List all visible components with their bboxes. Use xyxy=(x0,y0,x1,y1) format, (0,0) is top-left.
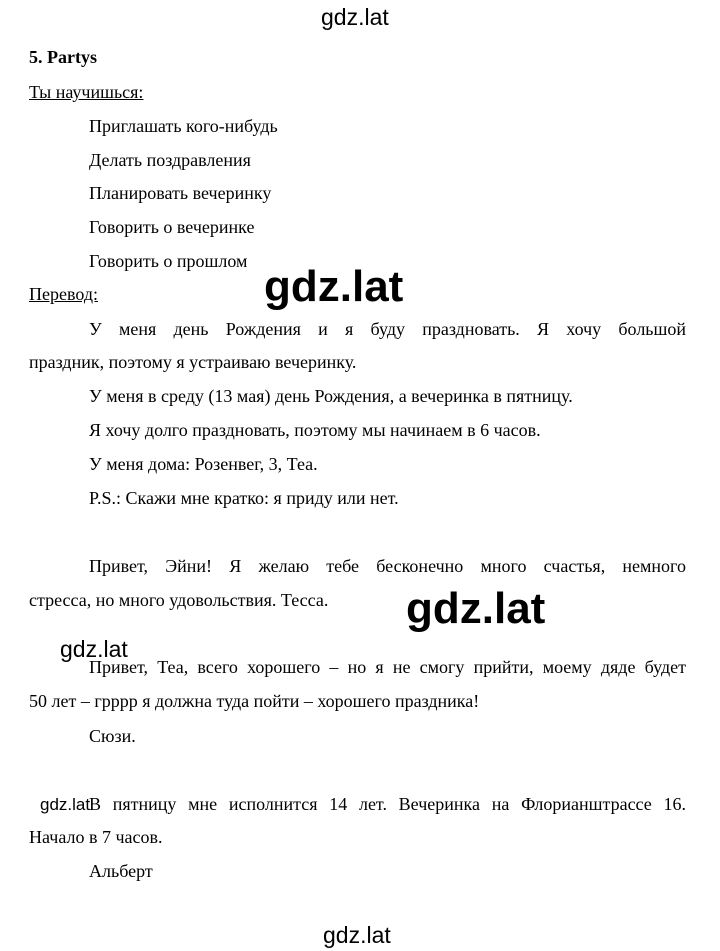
watermark-small: gdz.lat xyxy=(40,795,91,814)
section-title: 5. Partys xyxy=(29,47,97,67)
learn-item: Говорить о вечеринке xyxy=(89,217,255,237)
paragraph-line: стресса, но много удовольствия. Тесса. xyxy=(29,590,329,610)
learn-heading: Ты научишься: xyxy=(29,82,144,102)
paragraph-line: У меня день Рождения и я буду праздновать. Я хочу большой xyxy=(89,319,686,339)
paragraph-line: Начало в 7 часов. xyxy=(29,827,163,847)
paragraph-line: В пятницу мне исполнится 14 лет. Вечеринка на Флорианштрассе 16. xyxy=(89,794,686,814)
learn-item: Приглашать кого-нибудь xyxy=(89,116,278,136)
paragraph-line: праздник, поэтому я устраиваю вечеринку. xyxy=(29,352,357,372)
paragraph-line: Привет, Эйни! Я желаю тебе бесконечно много счастья, немного xyxy=(89,556,686,576)
learn-item: Планировать вечеринку xyxy=(89,183,272,203)
watermark-medium: gdz.lat xyxy=(60,636,128,662)
watermark-large-2: gdz.lat xyxy=(406,584,546,633)
paragraph: Я хочу долго праздновать, поэтому мы начинаем в 6 часов. xyxy=(89,420,541,440)
signature-text: Альберт xyxy=(89,861,153,881)
learn-item: Говорить о прошлом xyxy=(89,251,248,271)
learn-item: Делать поздравления xyxy=(89,150,251,170)
paragraph: У меня дома: Розенвег, 3, Теа. xyxy=(89,454,318,474)
paragraph-line: Привет, Теа, всего хорошего – но я не смогу прийти, моему дяде будет xyxy=(89,657,686,677)
paragraph-line: 50 лет – грррр я должна туда пойти – хорошего праздника! xyxy=(29,691,480,711)
watermark-top: gdz.lat xyxy=(321,4,389,30)
signature-text: Сюзи. xyxy=(89,726,136,746)
paragraph: P.S.: Скажи мне кратко: я приду или нет. xyxy=(89,488,399,508)
paragraph: У меня в среду (13 мая) день Рождения, а вечеринка в пятницу. xyxy=(89,386,573,406)
watermark-large-1: gdz.lat xyxy=(264,262,404,311)
translation-heading: Перевод: xyxy=(29,284,98,304)
watermark-bottom: gdz.lat xyxy=(323,922,391,948)
